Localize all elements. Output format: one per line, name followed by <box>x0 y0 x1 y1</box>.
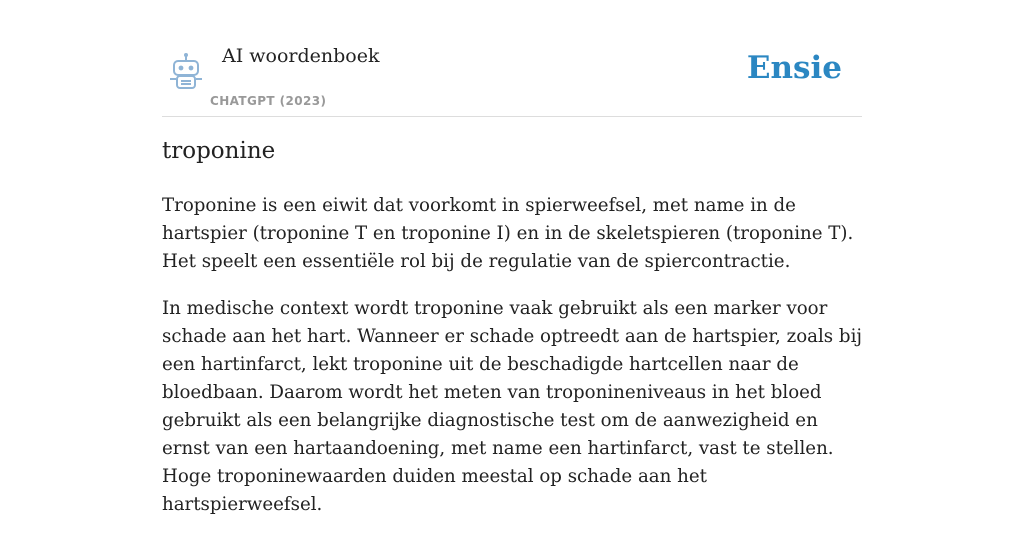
source-title[interactable]: AI woordenboek <box>222 45 380 67</box>
entry-term: troponine <box>162 138 276 164</box>
source-subtitle: CHATGPT (2023) <box>210 94 327 108</box>
definition-paragraph: Troponine is een eiwit dat voorkomt in spierweefsel, met name in de hartspier (troponine T en troponine I) en in de skeletspieren (troponine T). Het speelt een essentiële rol bij de regulatie van de spiercontractie. <box>162 195 854 272</box>
brand-logo[interactable]: Ensie <box>746 50 842 86</box>
definition-paragraph: In medische context wordt troponine vaak gebruikt als een marker voor schade aan het hart. Wanneer er schade optreedt aan de hartspier, zoals bij een hartinfarct, lekt troponine uit de beschadigde hartcellen naar de bloedbaan. Daarom wordt het meten van troponineniveaus in het bloed gebruikt als een belangrijke diagnostische test om de aanwezigheid en ernst van een hartaandoening, met name een hartinfarct, vast te stellen. Hoge troponinewaarden duiden meestal op schade aan het hartspierweefsel. <box>162 298 863 515</box>
source-header <box>162 40 862 117</box>
entry-definition <box>162 192 864 538</box>
robot-icon <box>165 52 207 92</box>
